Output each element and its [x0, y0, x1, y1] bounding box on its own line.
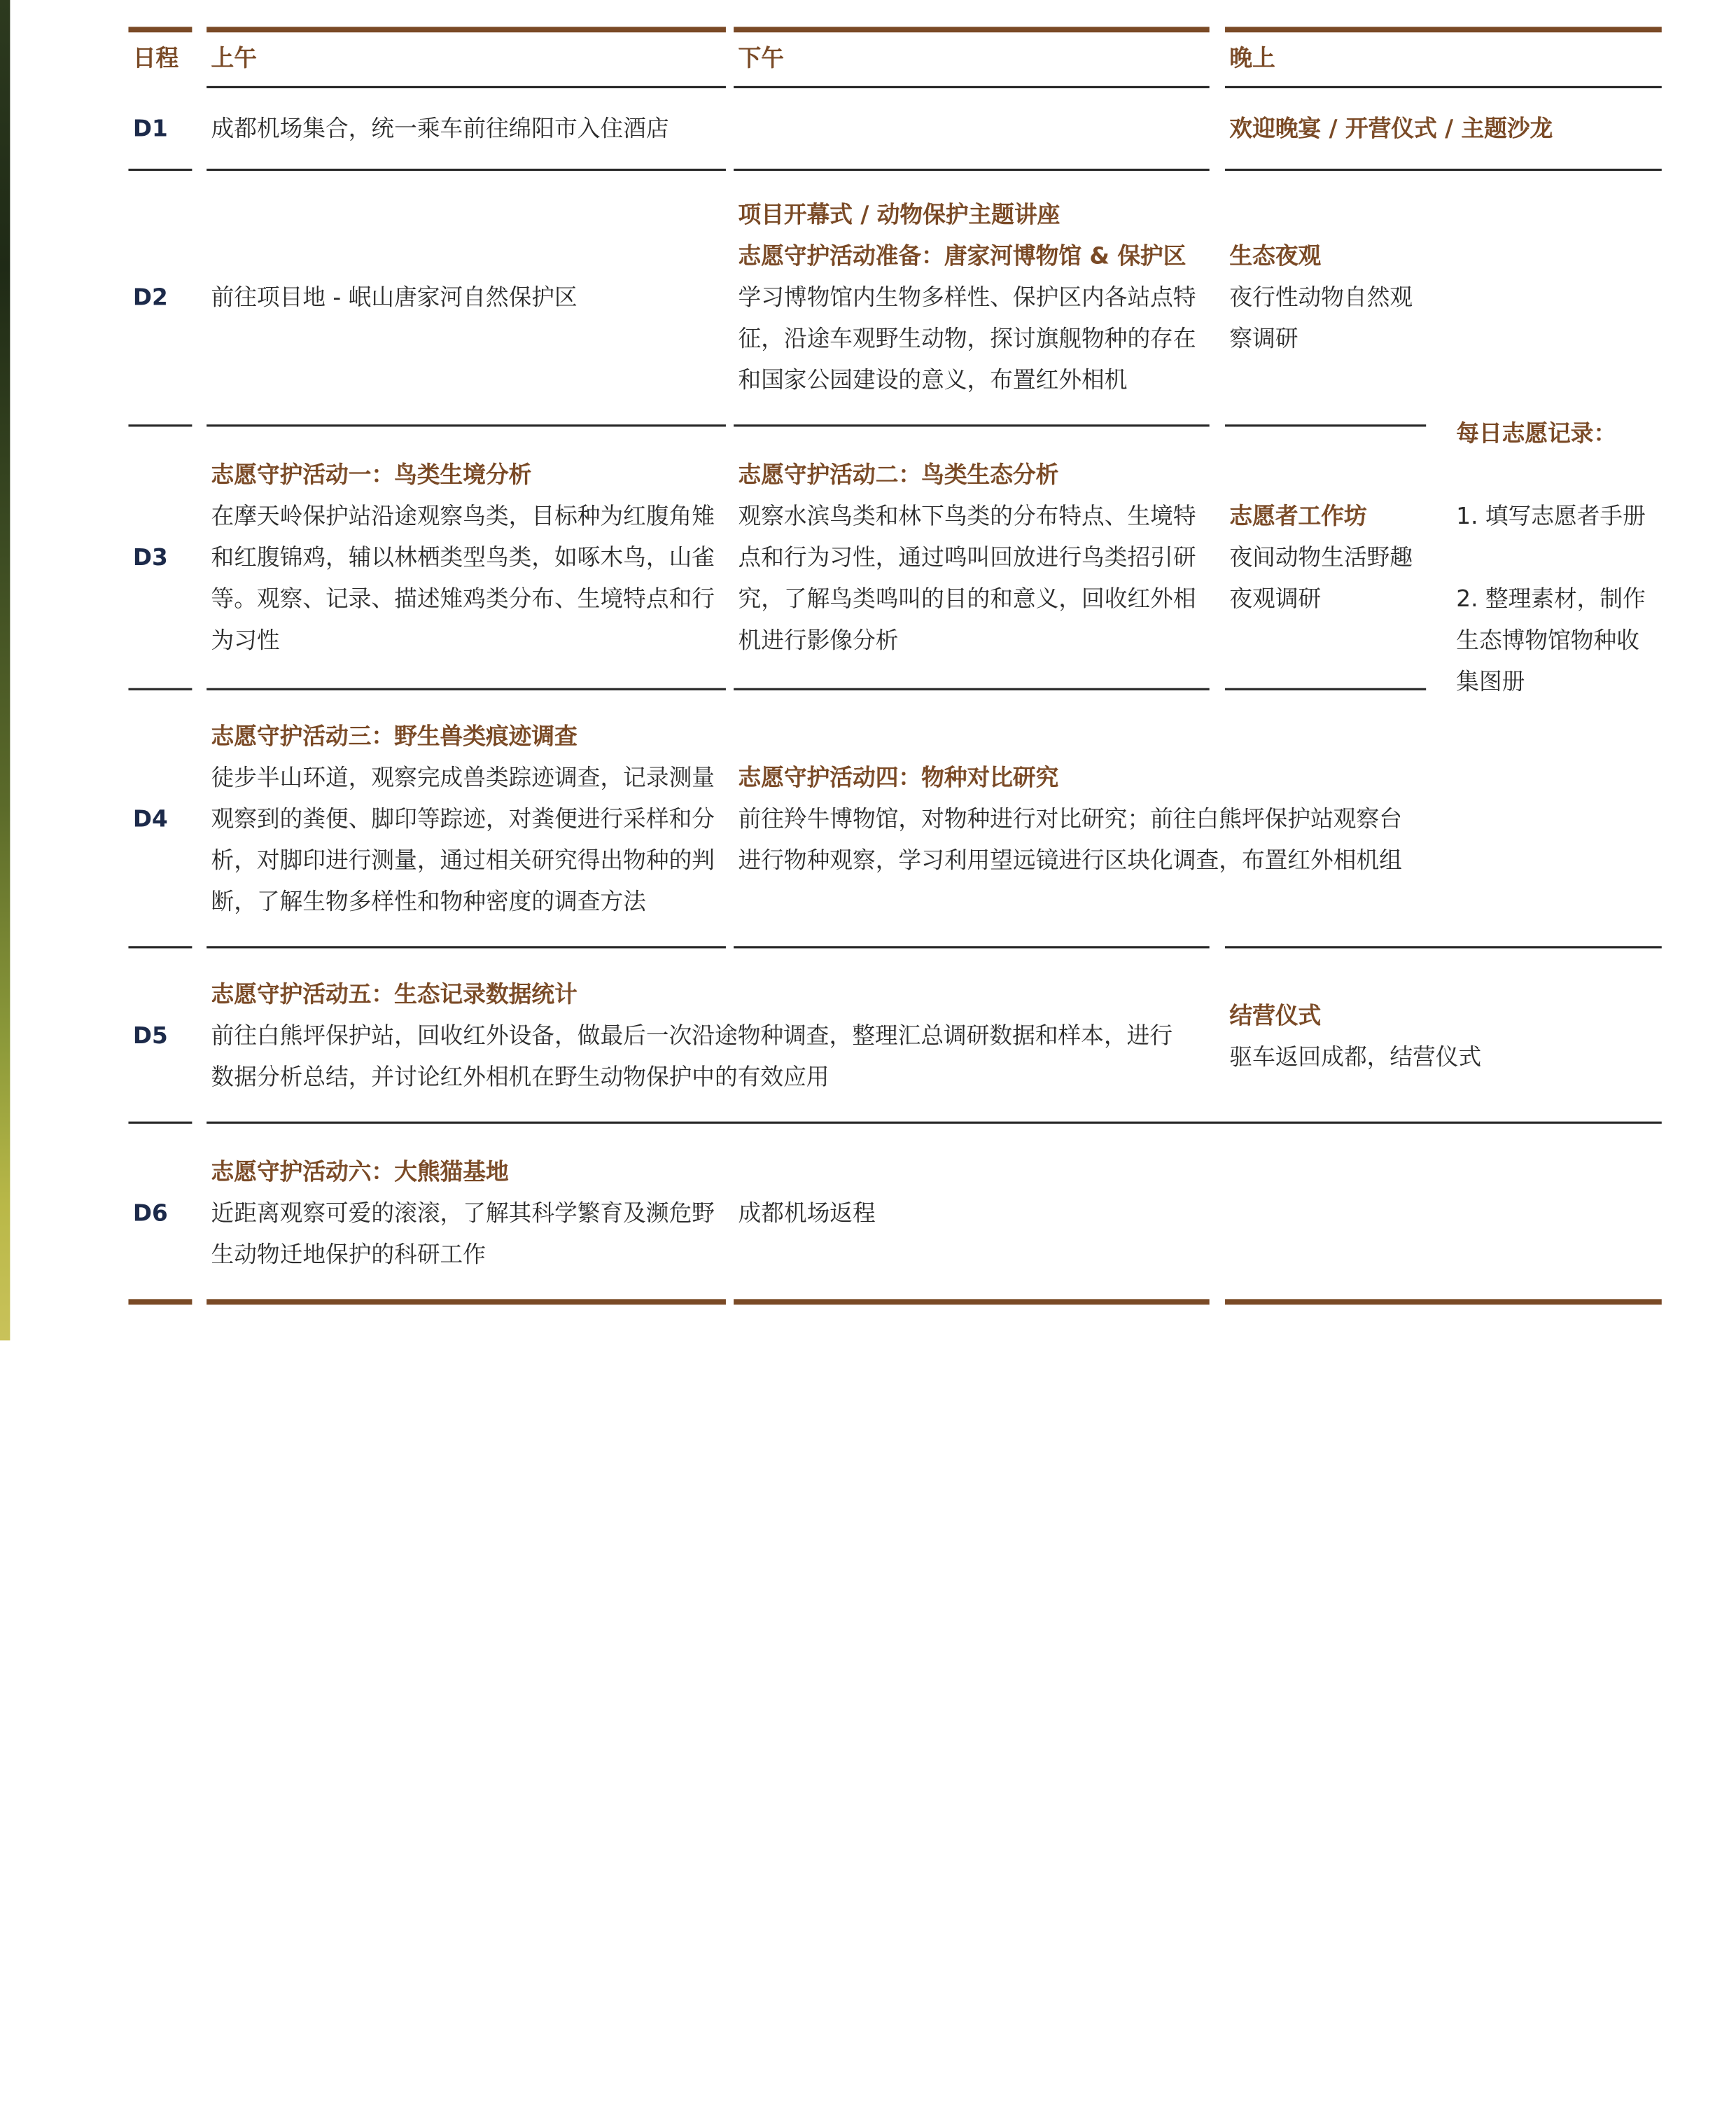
top-rule-day: [128, 27, 192, 32]
d3-evening-line: 夜间动物生活野趣: [1229, 543, 1413, 571]
daily-record-title: 每日志愿记录：: [1456, 419, 1617, 447]
background-photo-edge: [0, 0, 10, 1340]
bottom-rule-evening: [1225, 1299, 1662, 1304]
row-rule: [734, 688, 1210, 690]
row-rule: [1225, 688, 1426, 690]
d3-afternoon-line: 点和行为习性，通过鸣叫回放进行鸟类招引研: [738, 543, 1196, 571]
day-label-d1: D1: [132, 115, 168, 142]
row-rule: [128, 688, 192, 690]
header-day: 日程: [132, 44, 179, 72]
d4-morning-title: 志愿守护活动三：野生兽类痕迹调查: [211, 723, 578, 750]
header-rule-evening: [1225, 86, 1662, 88]
d2-afternoon-subtitle: 志愿守护活动准备：唐家河博物馆 & 保护区: [738, 242, 1186, 270]
row-rule: [734, 169, 1210, 170]
d2-evening-title: 生态夜观: [1229, 242, 1322, 270]
bottom-rule-afternoon: [734, 1299, 1210, 1304]
d3-morning-cell: [211, 454, 715, 661]
day-label-d4: D4: [132, 805, 168, 833]
d3-morning-line: 和红腹锦鸡，辅以林栖类型鸟类，如啄木鸟，山雀: [211, 543, 715, 571]
row-rule: [1225, 424, 1426, 426]
d3-evening-line: 夜观调研: [1229, 585, 1322, 613]
top-rule-evening: [1225, 27, 1662, 32]
day-label-d3: D3: [132, 543, 168, 571]
d6-afternoon: 成都机场返程: [738, 1199, 876, 1227]
header-morning: 上午: [211, 44, 257, 72]
d3-afternoon-line: 观察水滨鸟类和林下鸟类的分布特点、生境特: [738, 502, 1196, 530]
daily-record-note: [1456, 413, 1646, 702]
bottom-rule-day: [128, 1299, 192, 1304]
d3-morning-line: 等。观察、记录、描述雉鸡类分布、生境特点和行: [211, 585, 715, 613]
row-rule: [128, 1122, 192, 1123]
d5-morning-title: 志愿守护活动五：生态记录数据统计: [211, 980, 578, 1008]
d3-afternoon-line: 究，了解鸟类鸣叫的目的和意义，回收红外相: [738, 585, 1196, 613]
daily-record-item: 2. 整理素材，制作: [1456, 585, 1646, 613]
d2-evening-line: 夜行性动物自然观: [1229, 284, 1413, 311]
row-rule: [1225, 946, 1662, 947]
d4-afternoon-title: 志愿守护活动四：物种对比研究: [738, 764, 1059, 791]
d2-morning: 前往项目地 - 岷山唐家河自然保护区: [211, 284, 578, 311]
d6-morning-title: 志愿守护活动六：大熊猫基地: [211, 1158, 509, 1185]
d3-morning-title: 志愿守护活动一：鸟类生境分析: [211, 461, 532, 489]
d3-afternoon-title: 志愿守护活动二：鸟类生态分析: [738, 461, 1059, 489]
d4-afternoon-line: 前往羚牛博物馆，对物种进行对比研究；前往白熊坪保护站观察台: [738, 805, 1402, 833]
daily-record-item: 集图册: [1456, 667, 1525, 695]
row-rule: [734, 946, 1210, 947]
top-rule-morning: [206, 27, 726, 32]
d5-evening-line: 驱车返回成都，结营仪式: [1229, 1043, 1482, 1071]
d5-evening-title: 结营仪式: [1229, 1001, 1322, 1029]
d6-morning-cell: [211, 1152, 715, 1276]
d4-morning-line: 观察到的粪便、脚印等踪迹，对粪便进行采样和分: [211, 805, 715, 833]
row-rule: [206, 946, 726, 947]
d2-evening-cell: [1229, 236, 1413, 360]
top-rule-afternoon: [734, 27, 1210, 32]
d5-morning-cell: [211, 974, 1173, 1098]
header-rule-afternoon: [734, 86, 1210, 88]
row-rule: [128, 424, 192, 426]
d1-morning: 成都机场集合，统一乘车前往绵阳市入住酒店: [211, 115, 669, 142]
d6-morning-line: 近距离观察可爱的滚滚，了解其科学繁育及濒危野: [211, 1199, 715, 1227]
d4-morning-cell: [211, 716, 715, 923]
d3-evening-cell: [1229, 496, 1413, 620]
d3-evening-title: 志愿者工作坊: [1229, 502, 1367, 530]
d4-morning-line: 徒步半山环道，观察完成兽类踪迹调查，记录测量: [211, 764, 715, 791]
row-rule: [734, 424, 1210, 426]
d2-afternoon-line: 和国家公园建设的意义，布置红外相机: [738, 366, 1128, 394]
row-rule: [206, 424, 726, 426]
d2-afternoon-line: 征，沿途车观野生动物，探讨旗舰物种的存在: [738, 325, 1196, 352]
header-evening: 晚上: [1229, 44, 1275, 72]
row-rule: [128, 946, 192, 947]
row-rule: [128, 169, 192, 170]
d3-morning-line: 为习性: [211, 626, 280, 654]
day-label-d2: D2: [132, 284, 168, 311]
d5-morning-line: 数据分析总结，并讨论红外相机在野生动物保护中的有效应用: [211, 1063, 830, 1091]
d4-afternoon-cell: [738, 758, 1401, 882]
daily-record-item: 1. 填写志愿者手册: [1456, 502, 1646, 530]
d2-afternoon-line: 学习博物馆内生物多样性、保护区内各站点特: [738, 284, 1196, 311]
row-rule: [206, 688, 726, 690]
d3-morning-line: 在摩天岭保护站沿途观察鸟类，目标种为红腹角雉: [211, 502, 715, 530]
d2-evening-line: 察调研: [1229, 325, 1298, 352]
header-rule-morning: [206, 86, 726, 88]
spacer: [1456, 537, 1646, 578]
d4-afternoon-line: 进行物种观察，学习利用望远镜进行区块化调查，布置红外相机组: [738, 847, 1402, 874]
day-label-d5: D5: [132, 1022, 168, 1049]
d4-morning-line: 析，对脚印进行测量，通过相关研究得出物种的判: [211, 847, 715, 874]
row-rule: [206, 1122, 1662, 1123]
d1-evening: 欢迎晚宴 / 开营仪式 / 主题沙龙: [1229, 115, 1553, 142]
bottom-rule-morning: [206, 1299, 726, 1304]
daily-record-item: 生态博物馆物种收: [1456, 626, 1639, 654]
d3-afternoon-cell: [738, 454, 1196, 661]
day-label-d6: D6: [132, 1199, 168, 1227]
d5-evening-cell: [1229, 995, 1481, 1078]
row-rule: [1225, 169, 1662, 170]
d6-morning-line: 生动物迁地保护的科研工作: [211, 1241, 486, 1268]
row-rule: [206, 169, 726, 170]
d4-morning-line: 断，了解生物多样性和物种密度的调查方法: [211, 888, 646, 915]
header-afternoon: 下午: [738, 44, 784, 72]
spacer: [1456, 454, 1646, 496]
d5-morning-line: 前往白熊坪保护站，回收红外设备，做最后一次沿途物种调查，整理汇总调研数据和样本，进行: [211, 1022, 1173, 1049]
d3-afternoon-line: 机进行影像分析: [738, 626, 899, 654]
d2-afternoon-cell: [738, 195, 1196, 401]
d2-afternoon-title: 项目开幕式 / 动物保护主题讲座: [738, 201, 1060, 228]
